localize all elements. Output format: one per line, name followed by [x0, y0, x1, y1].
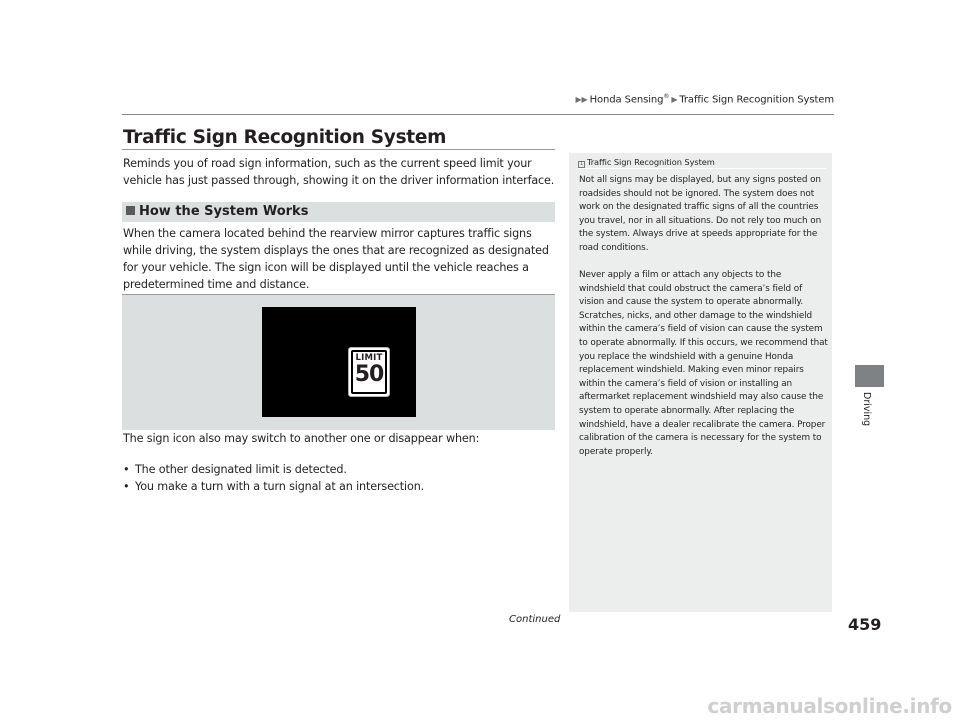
speed-limit-sign-icon: [348, 347, 390, 397]
list-item: [123, 461, 563, 478]
sidebar-rule: [578, 168, 826, 169]
page-title: Traffic Sign Recognition System: [123, 127, 447, 148]
breadcrumb-arrow-icon: ▶▶: [575, 95, 588, 105]
sign-number: 50: [354, 362, 384, 387]
chapter-tab[interactable]: [855, 365, 884, 387]
sign-word: LIMIT: [355, 353, 383, 363]
section-title-text: How the System Works: [139, 204, 309, 219]
display-screen: [262, 307, 416, 417]
list-item-text: You make a turn with a turn signal at an intersection.: [135, 480, 425, 493]
sign-border: [351, 350, 387, 394]
conditions-list: [123, 461, 563, 495]
sidebar-paragraph-2: Never apply a film or attach any objects to the windshield that could obstruct the camera’s field of vision and cause the system to operate abnormally. Scratches, nicks, and other damage to the windshield within the camera’s field of vision can cause the system to operate abnormally. If this occurs, we recommend that you replace the windshield with a genuine Honda replacement windshield. Making even minor repairs within the camera’s field of vision or installing an aftermarket replacement windshield may also cause the system to operate abnormally. After replacing the windshield, have a dealer recalibrate the camera. Proper calibration of the camera is necessary for the system to operate properly.: [579, 270, 828, 457]
sidebar-heading-text: Traffic Sign Recognition System: [587, 157, 715, 167]
bullet-icon: •: [123, 480, 130, 493]
sidebar-paragraph-1: Not all signs may be displayed, but any signs posted on roadsides should not be ignored. The system does not work on the designated traffic signs of all the countries you travel, nor in all situations. Do not rely too much on the system. Always drive at speeds appropriate for the road conditions.: [579, 175, 822, 253]
header-rule: [122, 114, 834, 115]
note-marker-icon: 1: [579, 161, 584, 167]
watermark-text: carmanualsonline.info: [707, 694, 952, 718]
intro-paragraph: Reminds you of road sign information, such as the current speed limit your vehicle has just passed through, showing it on the driver information interface.: [123, 157, 555, 187]
registered-mark: ®: [663, 93, 670, 100]
list-item: [123, 478, 563, 495]
page-number: 459: [848, 615, 882, 634]
list-item-text: The other designated limit is detected.: [135, 463, 347, 476]
section-square-icon: [126, 206, 135, 215]
chapter-tab-label: Driving: [861, 392, 872, 427]
breadcrumb-separator-icon: ▶: [671, 95, 678, 105]
sidebar-heading: [578, 157, 715, 168]
breadcrumb-item-honda-sensing[interactable]: Honda Sensing: [589, 94, 664, 106]
breadcrumb-item-traffic-sign[interactable]: Traffic Sign Recognition System: [679, 94, 834, 106]
how-it-works-paragraph: When the camera located behind the rearview mirror captures traffic signs while driving, the system displays the ones that are recognized as designated for your vehicle. The sign icon will be displayed until the vehicle reaches a predetermined time and distance.: [123, 227, 549, 291]
title-rule: [122, 149, 555, 150]
breadcrumb: [575, 93, 834, 105]
continued-label: Continued: [509, 614, 561, 625]
switch-paragraph: The sign icon also may switch to another one or disappear when:: [123, 432, 480, 445]
section-title: [126, 204, 308, 219]
bullet-icon: •: [123, 463, 130, 476]
